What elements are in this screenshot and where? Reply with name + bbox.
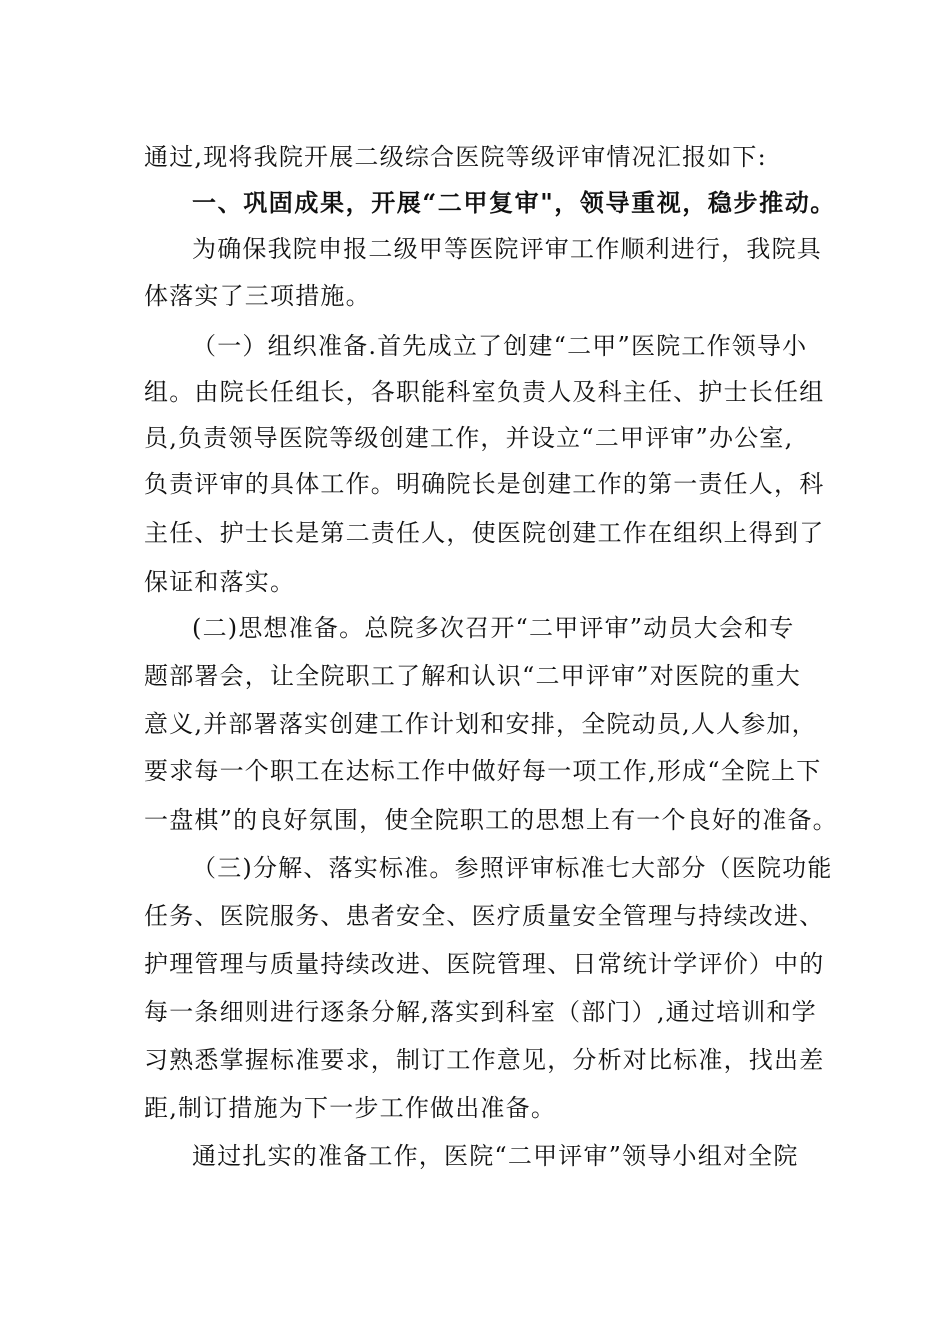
subsection-line: (二)思想准备。总院多次召开“二甲评审”动员大会和专: [192, 614, 795, 642]
text-line: 护理管理与质量持续改进、医院管理、日常统计学评价）中的: [144, 950, 825, 978]
text-line: 要求每一个职工在达标工作中做好每一项工作,形成“全院上下: [144, 757, 822, 785]
text-line: 每一条细则进行逐条分解,落实到科室（部门）,通过培训和学: [144, 998, 817, 1026]
text-line: 主任、护士长是第二责任人，使医院创建工作在组织上得到了: [144, 519, 825, 547]
text-line: 体落实了三项措施。: [144, 282, 371, 310]
section-heading: 一、巩固成果，开展“二甲复审"，领导重视，稳步推动。: [192, 188, 836, 217]
text-line: 为确保我院申报二级甲等医院评审工作顺利进行，我院具: [192, 235, 822, 263]
text-line: 通过扎实的准备工作，医院“二甲评审”领导小组对全院: [192, 1142, 799, 1170]
text-line: 负责评审的具体工作。明确院长是创建工作的第一责任人，科: [144, 470, 825, 498]
text-line: 保证和落实。: [144, 568, 296, 596]
text-line: 员,负责领导医院等级创建工作，并设立“二甲评审”办公室,: [144, 424, 794, 452]
subsection-line: （一）组织准备.首先成立了创建“二甲”医院工作领导小: [192, 332, 808, 360]
text-line: 通过,现将我院开展二级综合医院等级评审情况汇报如下:: [144, 143, 767, 171]
text-line: 习熟悉掌握标准要求，制订工作意见，分析对比标准，找出差: [144, 1046, 825, 1074]
text-line: 一盘棋”的良好氛围，使全院职工的思想上有一个良好的准备。: [144, 806, 838, 834]
text-line: 意义,并部署落实创建工作计划和安排，全院动员,人人参加，: [144, 710, 817, 738]
text-line: 题部署会，让全院职工了解和认识“二甲评审”对医院的重大: [144, 662, 801, 690]
text-line: 组。由院长任组长，各职能科室负责人及科主任、护士长任组: [144, 378, 825, 406]
text-line: 任务、医院服务、患者安全、医疗质量安全管理与持续改进、: [144, 902, 825, 930]
text-line: 距,制订措施为下一步工作做出准备。: [144, 1094, 557, 1122]
subsection-line: （三)分解、落实标准。参照评审标准七大部分（医院功能: [192, 854, 833, 882]
